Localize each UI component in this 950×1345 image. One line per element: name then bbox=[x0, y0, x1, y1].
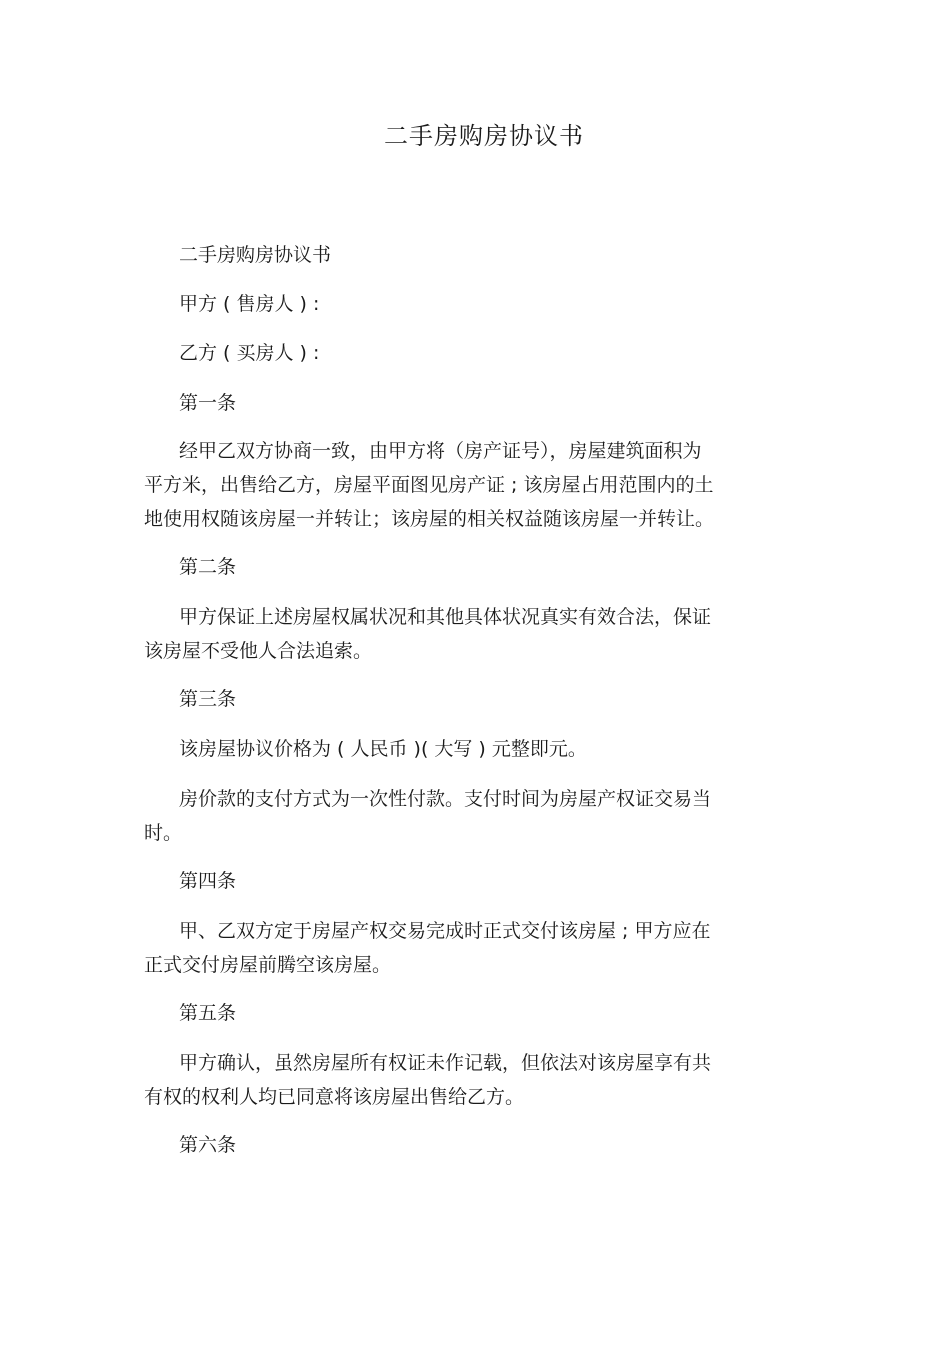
paragraph-line: 乙方 ( 买房人 ) : bbox=[179, 342, 320, 364]
paragraph-line: 平方米，出售给乙方，房屋平面图见房产证 ; 该房屋占用范围内的土 bbox=[144, 474, 714, 496]
paragraph-line: 正式交付房屋前腾空该房屋。 bbox=[144, 954, 392, 976]
paragraph-line: 第三条 bbox=[179, 688, 237, 710]
article-5-heading bbox=[144, 996, 794, 1030]
document-title: 二手房购房协议书 bbox=[384, 122, 584, 150]
paragraph-line: 有权的权利人均已同意将该房屋出售给乙方。 bbox=[144, 1086, 525, 1108]
article-3-price bbox=[144, 732, 794, 766]
paragraph-line: 该房屋不受他人合法追索。 bbox=[144, 640, 373, 662]
paragraph-line: 该房屋协议价格为 ( 人民币 )( 大写 ) 元整即元。 bbox=[179, 738, 587, 760]
paragraph-line: 经甲乙双方协商一致，由甲方将（房产证号），房屋建筑面积为 bbox=[179, 440, 702, 462]
paragraph-line: 第五条 bbox=[179, 1002, 237, 1024]
paragraph-line: 第一条 bbox=[179, 392, 237, 414]
paragraph-line: 房价款的支付方式为一次性付款。支付时间为房屋产权证交易当 bbox=[179, 788, 712, 810]
party-a-line bbox=[144, 287, 794, 321]
article-6-heading bbox=[144, 1128, 794, 1162]
paragraph-line: 第六条 bbox=[179, 1134, 237, 1156]
article-5-body bbox=[144, 1046, 794, 1114]
article-4-body bbox=[144, 914, 794, 982]
article-4-heading bbox=[144, 864, 794, 898]
paragraph-line: 二手房购房协议书 bbox=[179, 244, 332, 266]
paragraph-line: 第二条 bbox=[179, 556, 237, 578]
paragraph-line: 甲方保证上述房屋权属状况和其他具体状况真实有效合法，保证 bbox=[179, 606, 712, 628]
paragraph-line: 时。 bbox=[144, 822, 183, 844]
article-1-body bbox=[144, 434, 794, 536]
article-2-body bbox=[144, 600, 794, 668]
article-2-heading bbox=[144, 550, 794, 584]
paragraph-line: 第四条 bbox=[179, 870, 237, 892]
article-3-payment bbox=[144, 782, 794, 850]
paragraph-line: 甲、乙双方定于房屋产权交易完成时正式交付该房屋 ; 甲方应在 bbox=[179, 920, 711, 942]
article-1-heading bbox=[144, 386, 794, 420]
paragraph-line: 甲方 ( 售房人 ) : bbox=[179, 293, 320, 315]
article-3-heading bbox=[144, 682, 794, 716]
paragraph-line: 地使用权随该房屋一并转让；该房屋的相关权益随该房屋一并转让。 bbox=[144, 508, 715, 530]
paragraph-heading bbox=[144, 238, 794, 272]
party-b-line bbox=[144, 336, 794, 370]
paragraph-line: 甲方确认，虽然房屋所有权证未作记载，但依法对该房屋享有共 bbox=[179, 1052, 712, 1074]
